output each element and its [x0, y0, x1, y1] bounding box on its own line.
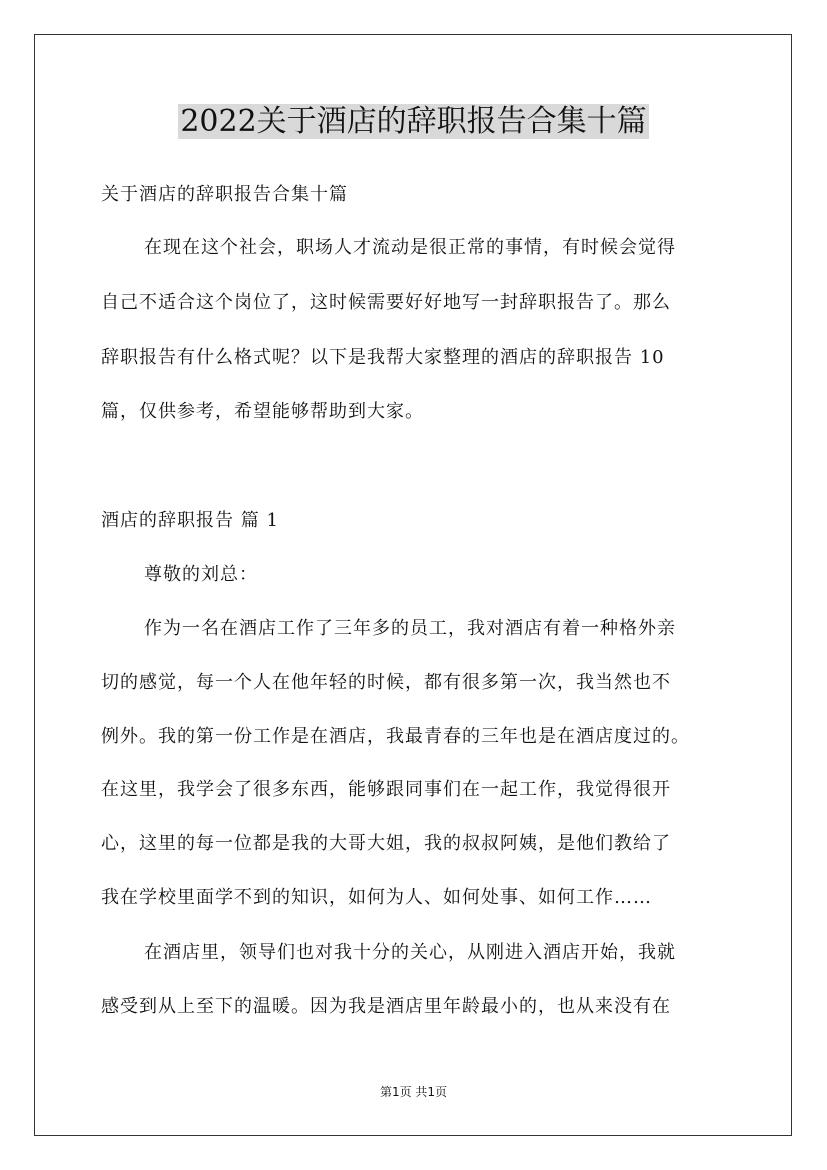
paragraph-line: 我在学校里面学不到的知识，如何为人、如何处事、如何工作……: [101, 887, 652, 908]
paragraph-line: 感受到从上至下的温暖。因为我是酒店里年龄最小的，也从来没有在: [101, 996, 671, 1017]
page-footer: 第1页 共1页: [379, 1085, 448, 1099]
paragraph-line: 切的感觉，每一个人在他年轻的时候，都有很多第一次，我当然也不: [101, 672, 671, 693]
paragraph-line: 例外。我的第一份工作是在酒店，我最青春的三年也是在酒店度过的。: [101, 726, 690, 747]
intro-line: 辞职报告有什么格式呢？以下是我帮大家整理的酒店的辞职报告 10: [101, 347, 665, 368]
paragraph-line: 在酒店里，领导们也对我十分的关心，从刚进入酒店开始，我就: [144, 942, 676, 963]
document-title-text: 2022关于酒店的辞职报告合集十篇: [180, 104, 647, 139]
intro-line: 自己不适合这个岗位了，这时候需要好好地写一封辞职报告了。那么: [101, 292, 671, 313]
document-subtitle: 关于酒店的辞职报告合集十篇: [101, 184, 348, 205]
paragraph-line: 心，这里的每一位都是我的大哥大姐，我的叔叔阿姨，是他们教给了: [101, 833, 671, 854]
paragraph-line: 在这里，我学会了很多东西，能够跟同事们在一起工作，我觉得很开: [101, 779, 671, 800]
intro-line: 在现在这个社会，职场人才流动是很正常的事情，有时候会觉得: [144, 237, 676, 258]
document-title: [0, 100, 827, 144]
section-heading: 酒店的辞职报告 篇 1: [101, 510, 279, 531]
salutation: 尊敬的刘总：: [144, 564, 258, 585]
paragraph-line: 作为一名在酒店工作了三年多的员工，我对酒店有着一种格外亲: [144, 618, 676, 639]
intro-line: 篇，仅供参考，希望能够帮助到大家。: [101, 401, 424, 422]
